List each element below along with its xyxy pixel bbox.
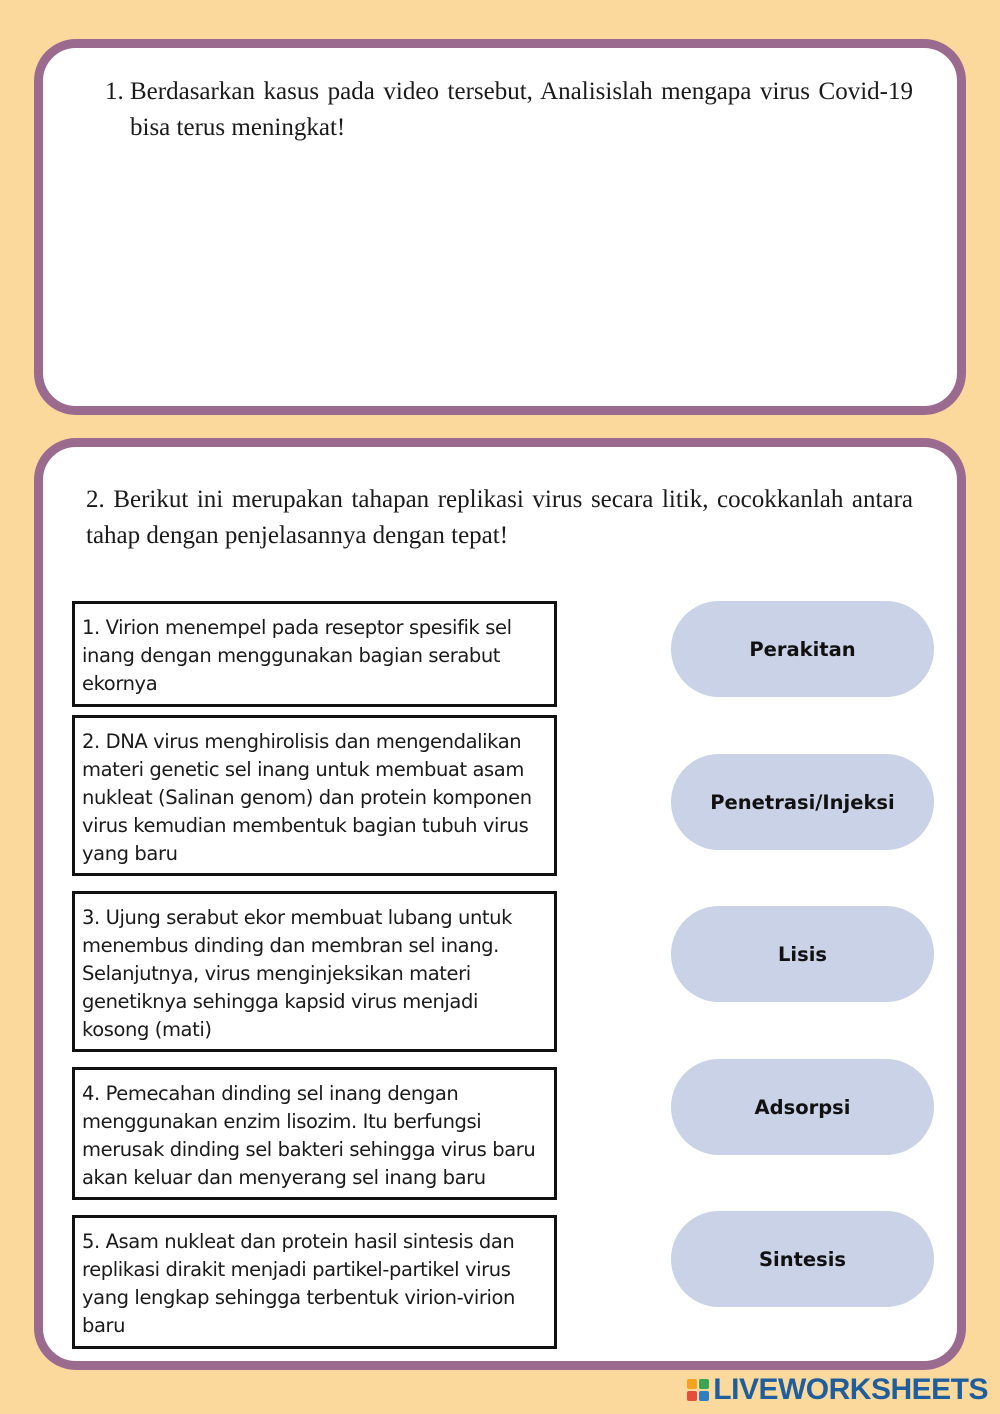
question-2-prompt: 2. Berikut ini merupakan tahapan replikasi virus secara litik, cocokkanlah antara tahap dengan penjelasannya dengan tepat! (86, 486, 913, 549)
logo-square-orange (687, 1379, 697, 1389)
liveworksheets-logo-icon (687, 1379, 709, 1401)
question-1-text (95, 74, 913, 146)
stage-description-4[interactable]: 4. Pemecahan dinding sel inang dengan menggunakan enzim lisozim. Itu berfungsi merusak dinding sel bakteri sehingga virus baru akan keluar dan menyerang sel inang baru (72, 1067, 557, 1200)
question-1-prompt: Berdasarkan kasus pada video tersebut, Analisislah mengapa virus Covid-19 bisa terus meningkat! (130, 78, 913, 141)
answer-option-penetrasi-injeksi[interactable]: Penetrasi/Injeksi (671, 754, 934, 850)
liveworksheets-branding[interactable] (687, 1372, 988, 1408)
answer-option-sintesis[interactable]: Sintesis (671, 1211, 934, 1307)
logo-square-blue (699, 1391, 709, 1401)
answer-option-lisis[interactable]: Lisis (671, 906, 934, 1002)
logo-square-red (687, 1391, 697, 1401)
liveworksheets-wordmark: LIVEWORKSHEETS (713, 1373, 988, 1406)
answer-option-adsorpsi[interactable]: Adsorpsi (671, 1059, 934, 1155)
stage-description-5[interactable]: 5. Asam nukleat dan protein hasil sintesis dan replikasi dirakit menjadi partikel-partikel virus yang lengkap sehingga terbentuk virion-virion baru (72, 1215, 557, 1349)
stage-description-3[interactable]: 3. Ujung serabut ekor membuat lubang untuk menembus dinding dan membran sel inang. Selanjutnya, virus menginjeksikan materi genetiknya sehingga kapsid virus menjadi kosong (mati) (72, 891, 557, 1052)
answer-option-perakitan[interactable]: Perakitan (671, 601, 934, 697)
question-1-number: 1. (105, 78, 124, 105)
logo-square-green (699, 1379, 709, 1389)
stage-description-1[interactable]: 1. Virion menempel pada reseptor spesifik sel inang dengan menggunakan bagian serabut ekornya (72, 601, 557, 707)
stage-description-2[interactable]: 2. DNA virus menghirolisis dan mengendalikan materi genetic sel inang untuk membuat asam nukleat (Salinan genom) dan protein komponen virus kemudian membentuk bagian tubuh virus yang baru (72, 715, 557, 876)
